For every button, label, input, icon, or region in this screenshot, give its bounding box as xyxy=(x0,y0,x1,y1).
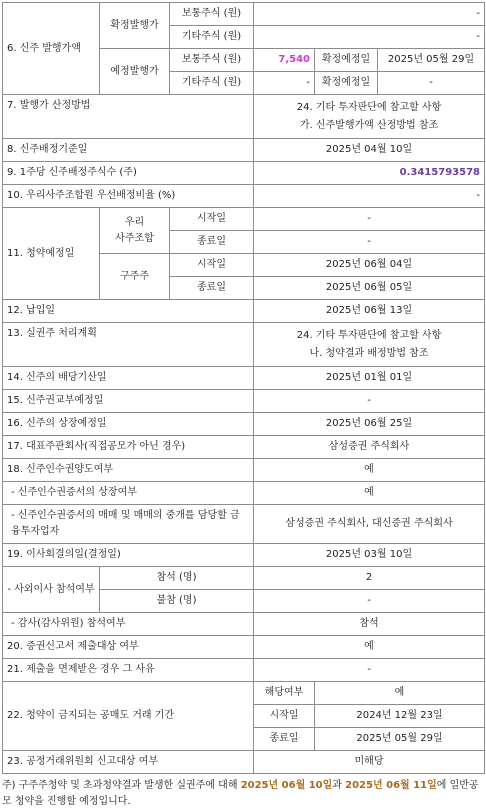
old-end-value: 2025년 06월 05일 xyxy=(254,277,485,300)
rights-broker-value: 삼성증권 주식회사, 대신증권 주식회사 xyxy=(254,505,485,544)
exemption-reason-value: - xyxy=(254,659,485,682)
rights-broker-label: - 신주인수권증서의 매매 및 매매의 중개를 담당할 금융투자업자 xyxy=(3,505,254,544)
expected-common-date: 2025년 05월 29일 xyxy=(378,49,485,72)
footnote-prefix: 주) 구주주청약 및 초과청약결과 발생한 실권주에 대해 xyxy=(2,780,241,791)
lead-manager-value: 삼성증권 주식회사 xyxy=(254,436,485,459)
confirmed-price-label: 확정발행가 xyxy=(100,3,170,49)
rights-transfer-label: 18. 신주인수권양도여부 xyxy=(3,459,254,482)
shares-per-share-value: 0.3415793578 xyxy=(254,162,485,185)
expected-other-date: - xyxy=(378,72,485,95)
old-end-label: 종료일 xyxy=(170,277,254,300)
old-start-value: 2025년 06월 04일 xyxy=(254,254,485,277)
auditor-attendance-value: 참석 xyxy=(254,613,485,636)
expected-price-label: 예정발행가 xyxy=(100,49,170,95)
board-resolution-label: 19. 이사회결의일(결정일) xyxy=(3,544,254,567)
listing-date-label: 16. 신주의 상장예정일 xyxy=(3,413,254,436)
present-label: 참석 (명) xyxy=(100,567,254,590)
forfeited-plan-value xyxy=(254,323,485,367)
esop-start-label: 시작일 xyxy=(170,208,254,231)
esop-ratio-value: - xyxy=(254,185,485,208)
expected-other-value: - xyxy=(254,72,315,95)
row-issue-price xyxy=(3,3,485,26)
footnote xyxy=(2,778,482,810)
pricing-method-line1: 24. 기타 투자판단에 참고할 사항 xyxy=(296,101,442,113)
pricing-method-label: 7. 발행가 산정방법 xyxy=(3,95,254,139)
expected-common-label: 보통주식 (원) xyxy=(170,49,254,72)
short-sale-end-label: 종료일 xyxy=(254,728,315,751)
ftc-report-label: 23. 공정거래위원회 신고대상 여부 xyxy=(3,751,254,774)
forfeited-plan-line1: 24. 기타 투자판단에 참고할 사항 xyxy=(296,329,442,341)
confirmed-other-value: - xyxy=(254,26,485,49)
rights-listing-value: 예 xyxy=(254,482,485,505)
certificate-delivery-value: - xyxy=(254,390,485,413)
disclosure-table xyxy=(2,2,485,774)
ftc-report-value: 미해당 xyxy=(254,751,485,774)
forfeited-plan-line2: 나. 청약결과 배정방법 참조 xyxy=(309,347,429,359)
shares-per-share-label: 9. 1주당 신주배정주식수 (주) xyxy=(3,162,254,185)
confirmed-common-value: - xyxy=(254,3,485,26)
dividend-base-value: 2025년 01월 01일 xyxy=(254,367,485,390)
esop-end-label: 종료일 xyxy=(170,231,254,254)
exemption-reason-label: 21. 제출을 면제받은 경우 그 사유 xyxy=(3,659,254,682)
esop-start-value: - xyxy=(254,208,485,231)
expected-other-label: 기타주식 (원) xyxy=(170,72,254,95)
esop-label: 우리 사주조합 xyxy=(100,208,170,254)
record-date-label: 8. 신주배정기준일 xyxy=(3,139,254,162)
rights-transfer-value: 예 xyxy=(254,459,485,482)
short-sale-start-value: 2024년 12월 23일 xyxy=(315,705,485,728)
rights-listing-label: - 신주인수권증서의 상장여부 xyxy=(3,482,254,505)
short-sale-period-label: 22. 청약이 금지되는 공매도 거래 기간 xyxy=(3,682,254,751)
subscription-date-label: 11. 청약예정일 xyxy=(3,208,100,300)
old-shareholders-label: 구주주 xyxy=(100,254,170,300)
payment-date-label: 12. 납입일 xyxy=(3,300,254,323)
short-sale-applicable-label: 해당여부 xyxy=(254,682,315,705)
registration-required-value: 예 xyxy=(254,636,485,659)
pricing-method-value xyxy=(254,95,485,139)
lead-manager-label: 17. 대표주관회사(직접공모가 아닌 경우) xyxy=(3,436,254,459)
listing-date-value: 2025년 06월 25일 xyxy=(254,413,485,436)
old-start-label: 시작일 xyxy=(170,254,254,277)
footnote-date2: 2025년 06월 11일 xyxy=(345,780,437,791)
short-sale-end-value: 2025년 05월 29일 xyxy=(315,728,485,751)
confirmed-common-label: 보통주식 (원) xyxy=(170,3,254,26)
footnote-date1: 2025년 06월 10일 xyxy=(240,780,333,791)
auditor-attendance-label: - 감사(감사위원) 참석여부 xyxy=(3,613,254,636)
issue-price-label: 6. 신주 발행가액 xyxy=(3,3,100,95)
payment-date-value: 2025년 06월 13일 xyxy=(254,300,485,323)
short-sale-applicable-value: 예 xyxy=(315,682,485,705)
absent-label: 불참 (명) xyxy=(100,590,254,613)
dividend-base-label: 14. 신주의 배당기산일 xyxy=(3,367,254,390)
outside-directors-label: - 사외이사 참석여부 xyxy=(3,567,100,613)
board-resolution-value: 2025년 03월 10일 xyxy=(254,544,485,567)
expected-other-date-label: 확정예정일 xyxy=(315,72,378,95)
esop-end-value: - xyxy=(254,231,485,254)
pricing-method-line2: 가. 신주발행가액 산정방법 참조 xyxy=(299,119,439,131)
expected-common-value: 7,540 xyxy=(254,49,315,72)
footnote-suffix: 에 일반공모 청약을 진행할 예정입니다. xyxy=(2,780,479,807)
expected-common-date-label: 확정예정일 xyxy=(315,49,378,72)
certificate-delivery-label: 15. 신주권교부예정일 xyxy=(3,390,254,413)
registration-required-label: 20. 증권신고서 제출대상 여부 xyxy=(3,636,254,659)
record-date-value: 2025년 04월 10일 xyxy=(254,139,485,162)
footnote-mid: 과 xyxy=(332,780,346,791)
esop-ratio-label: 10. 우리사주조합원 우선배정비율 (%) xyxy=(3,185,254,208)
forfeited-plan-label: 13. 실권주 처리계획 xyxy=(3,323,254,367)
present-value: 2 xyxy=(254,567,485,590)
confirmed-other-label: 기타주식 (원) xyxy=(170,26,254,49)
short-sale-start-label: 시작일 xyxy=(254,705,315,728)
absent-value: - xyxy=(254,590,485,613)
